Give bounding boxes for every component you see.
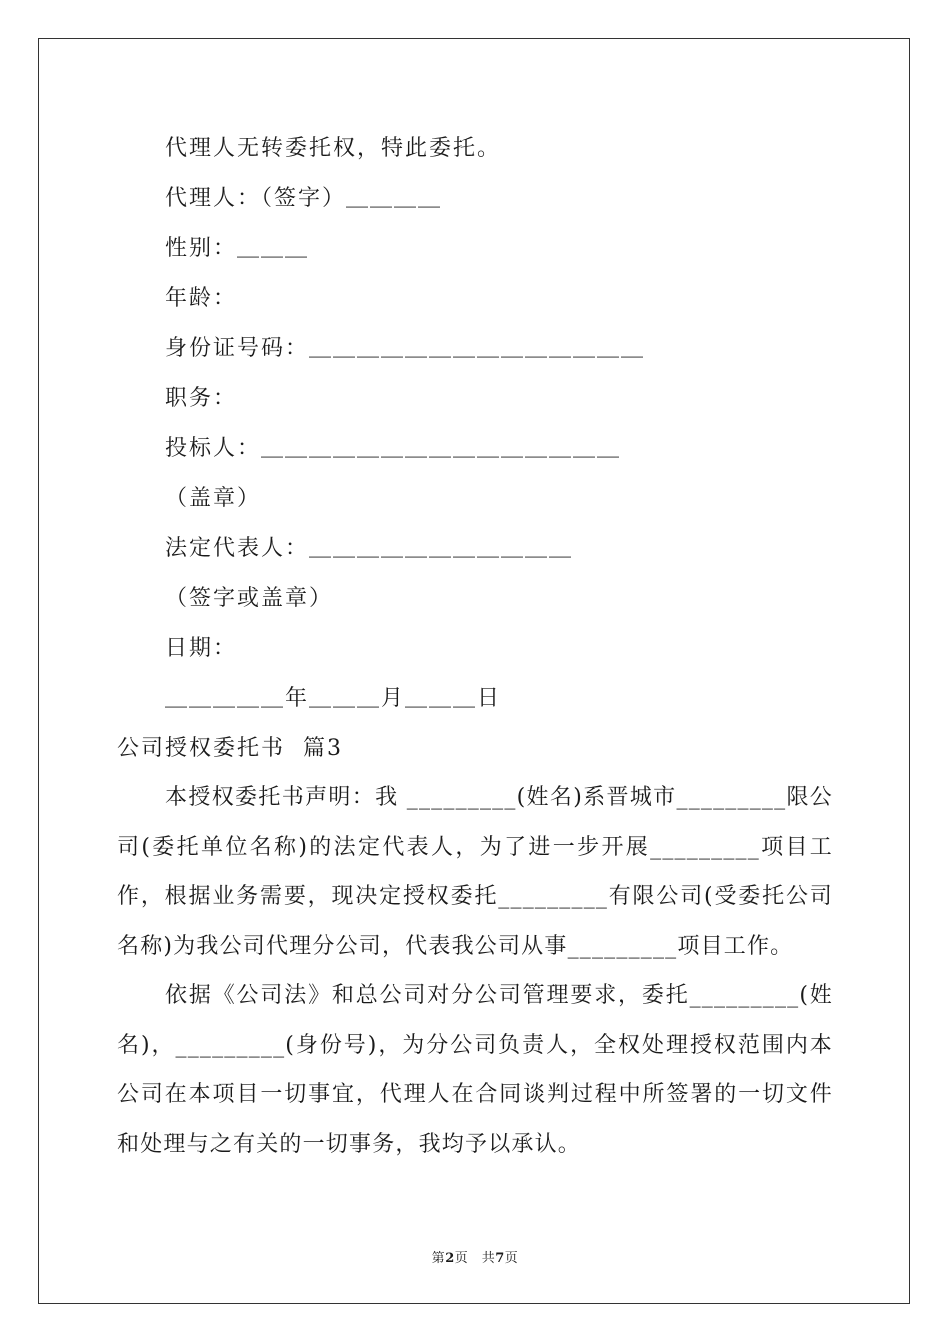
bidder-line: 投标人：＿＿＿＿＿＿＿＿＿＿＿＿＿＿＿ [165,436,622,461]
footer-page-number: 2 [445,1251,455,1266]
authorization-statement-paragraph: 本授权委托书声明：我 _________(姓名)系晋城市_________限公司(委托单位名称)的法定代表人，为了进一步开展_________项目工作，根据业务需要，现决定授权委托_________有限公司(受委托公司名称)为我公司代理分公司，代表我公司从事_________项目工作。 [117,785,833,959]
legal-representative-line: 法定代表人：＿＿＿＿＿＿＿＿＿＿＿ [165,536,574,561]
no-sub-delegation-line: 代理人无转委托权，特此委托。 [165,136,502,161]
footer-suffix: 页 [504,1251,519,1266]
footer-prefix: 第 [431,1251,446,1266]
date-label-line: 日期： [165,636,238,661]
position-line: 职务： [165,386,238,411]
date-blank-line: ＿＿＿＿＿年＿＿＿月＿＿＿日 [165,686,502,711]
footer-total-pages: 7 [495,1251,505,1266]
gender-line: 性别：＿＿＿ [165,236,310,261]
section-title: 公司授权委托书 篇3 [117,736,343,761]
id-number-line: 身份证号码：＿＿＿＿＿＿＿＿＿＿＿＿＿＿ [165,336,646,361]
sign-or-seal-line: （签字或盖章） [165,586,334,611]
seal-line: （盖章） [165,486,262,511]
agent-signature-line: 代理人：（签字）＿＿＿＿ [165,186,443,211]
authorization-scope-paragraph: 依据《公司法》和总公司对分公司管理要求，委托_________(姓名)，_________(身份号)，为分公司负责人，全权处理授权范围内本公司在本项目一切事宜，代理人在合同谈判过程中所签署的一切文件和处理与之有关的一切事务，我均予以承认。 [117,983,833,1157]
page-footer [0,1247,950,1266]
age-line: 年龄： [165,286,238,311]
footer-mid: 页 共 [454,1251,496,1266]
